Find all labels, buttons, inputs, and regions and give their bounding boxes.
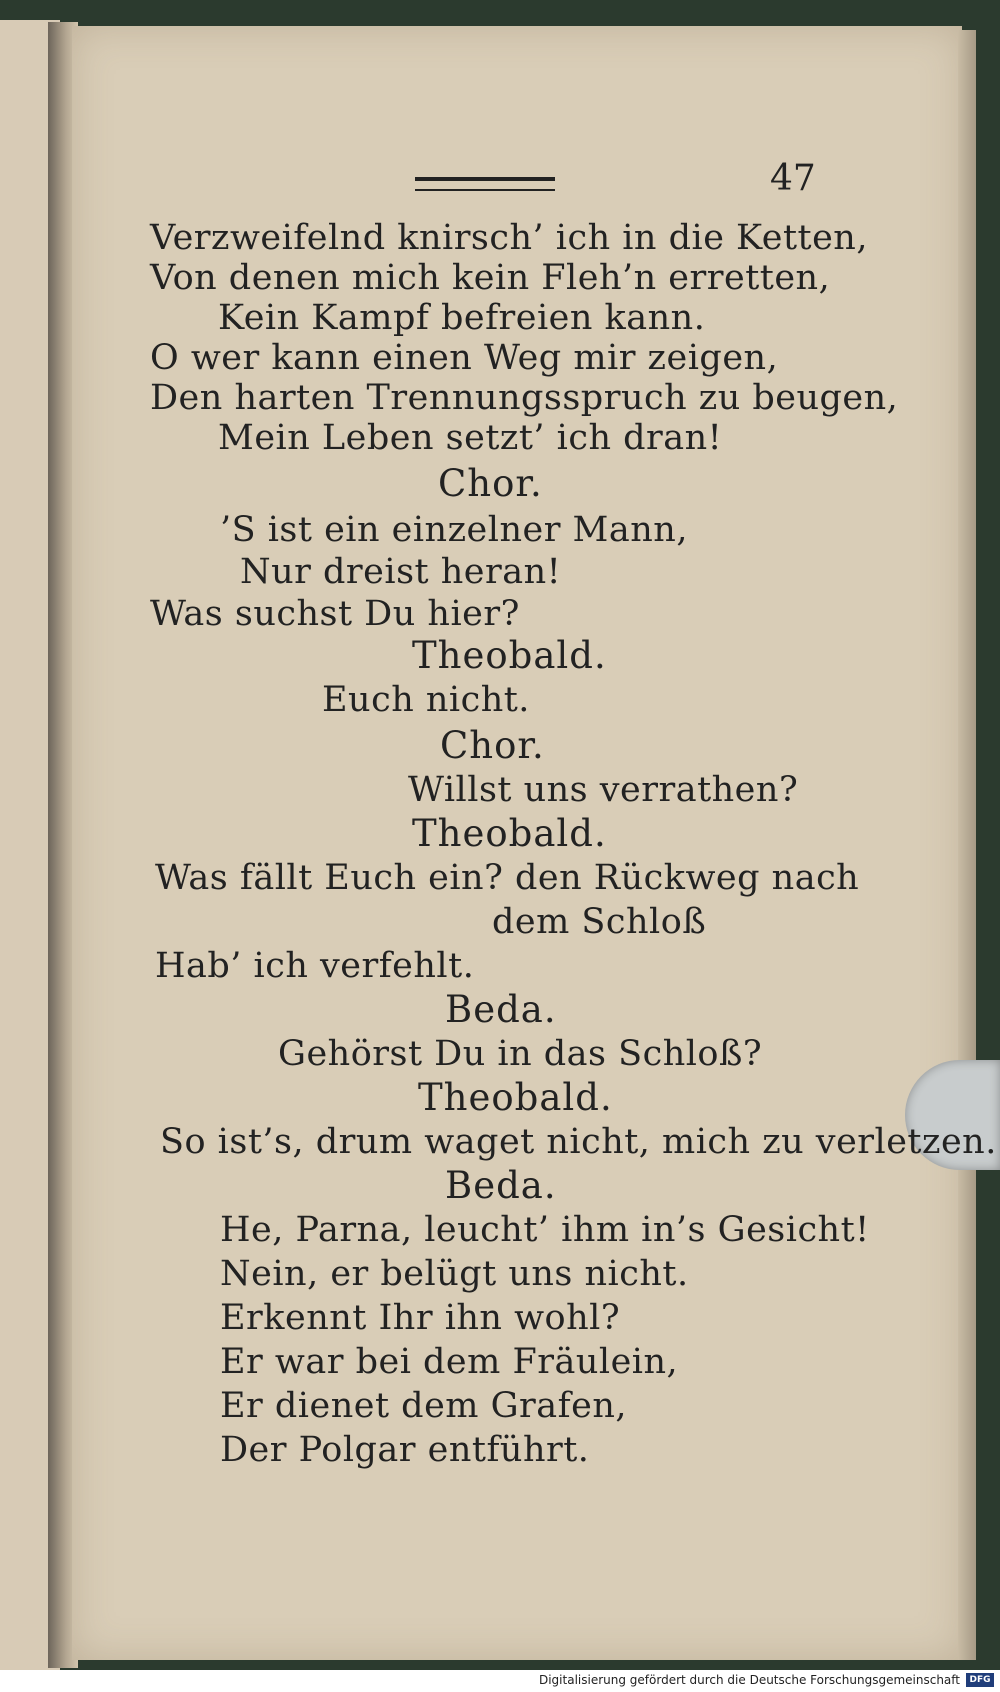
verse-line: O wer kann einen Weg mir zeigen,	[150, 338, 779, 378]
speaker-heading: Theobald.	[412, 634, 607, 677]
verse-line: ’S ist ein einzelner Mann,	[220, 510, 688, 550]
speaker-heading: Theobald.	[418, 1076, 613, 1119]
verse-line: Erkennt Ihr ihn wohl?	[220, 1298, 621, 1338]
page-edge	[958, 30, 976, 1660]
verse-line: Was suchst Du hier?	[150, 594, 520, 634]
speaker-heading: Beda.	[445, 988, 557, 1031]
verse-line: Verzweifelnd knirsch’ ich in die Ketten,	[150, 218, 868, 258]
verse-line: Euch nicht.	[322, 680, 530, 720]
verse-line: Hab’ ich verfehlt.	[155, 946, 475, 986]
verse-line: Den harten Trennungsspruch zu beugen,	[150, 378, 899, 418]
verse-line: So ist’s, drum waget nicht, mich zu verletzen.	[160, 1122, 997, 1162]
footer-bar	[0, 1670, 1000, 1692]
dfg-logo: DFG	[966, 1673, 994, 1687]
verse-line: Kein Kampf befreien kann.	[218, 298, 706, 338]
page-number: 47	[770, 158, 816, 199]
header-rule	[415, 177, 555, 191]
verse-line: Von denen mich kein Fleh’n erretten,	[150, 258, 831, 298]
verse-line: Was fällt Euch ein? den Rückweg nach	[155, 858, 860, 898]
speaker-heading: Beda.	[445, 1164, 557, 1207]
speaker-heading: Chor.	[440, 724, 545, 767]
speaker-heading: Theobald.	[412, 812, 607, 855]
verse-line: Mein Leben setzt’ ich dran!	[218, 418, 723, 458]
verse-line: Er war bei dem Fräulein,	[220, 1342, 679, 1382]
verse-line: Nein, er belügt uns nicht.	[220, 1254, 689, 1294]
verse-line: Willst uns verrathen?	[408, 770, 799, 810]
verse-line: Nur dreist heran!	[240, 552, 562, 592]
verse-line: Er dienet dem Grafen,	[220, 1386, 627, 1426]
funding-credit: Digitalisierung gefördert durch die Deutsche Forschungsgemeinschaft	[538, 1673, 960, 1687]
verse-line: Gehörst Du in das Schloß?	[278, 1034, 763, 1074]
speaker-heading: Chor.	[438, 462, 543, 505]
verse-line: He, Parna, leucht’ ihm in’s Gesicht!	[220, 1210, 870, 1250]
verse-line: dem Schloß	[492, 902, 707, 942]
verse-line: Der Polgar entführt.	[220, 1430, 590, 1470]
